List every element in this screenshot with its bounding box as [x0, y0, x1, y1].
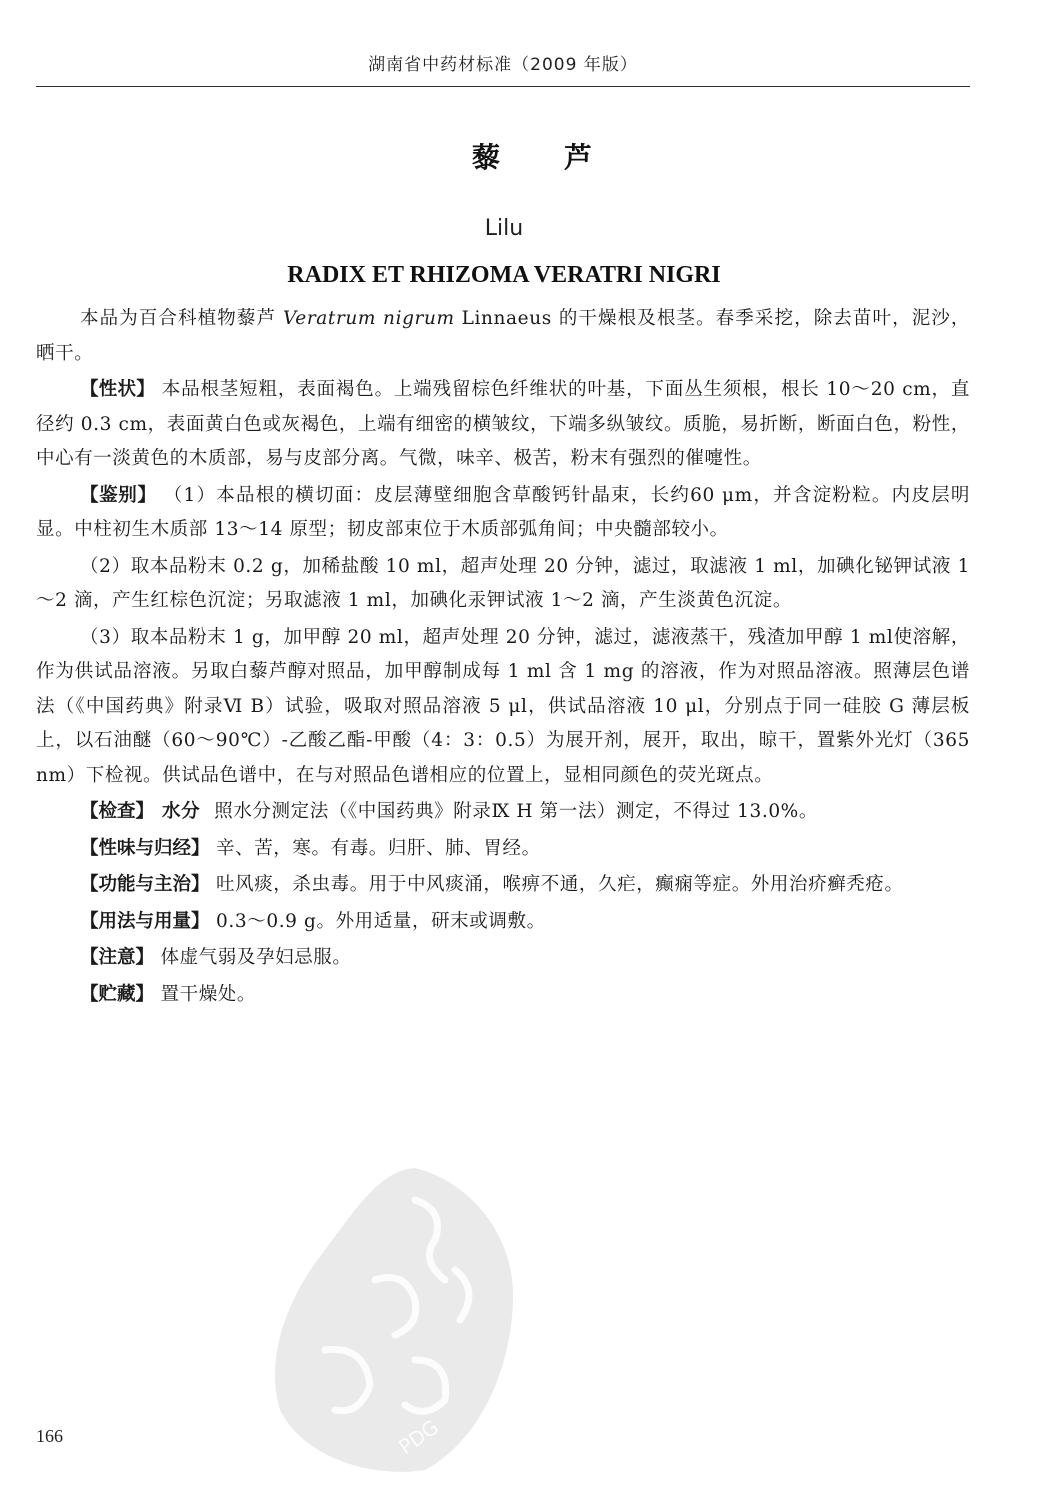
section-text: 体虚气弱及孕妇忌服。 — [160, 947, 352, 968]
section-text: （1）本品根的横切面：皮层薄壁细胞含草酸钙针晶束，长约60 μm，并含淀粉粒。内皮层明显。中柱初生木质部 13～14 原型；韧皮部束位于木质部弧角间；中央髓部较小。 — [36, 484, 971, 540]
latin-name: RADIX ET RHIZOMA VERATRI NIGRI — [287, 262, 721, 288]
section-text: 吐风痰，杀虫毒。用于中风痰涌，喉痹不通，久疟，癫痫等症。外用治疥癣秃疮。 — [216, 874, 904, 895]
intro-paragraph — [36, 302, 970, 371]
section-text: 0.3～0.9 g。外用适量，研末或调敷。 — [216, 910, 546, 932]
section-sublabel: 水分 — [162, 801, 201, 822]
species-name: Veratrum nigrum — [283, 308, 455, 329]
section-properties — [36, 373, 970, 477]
section-label: 【检查】 — [80, 801, 155, 822]
watermark-text: PDG — [394, 1414, 444, 1460]
section-caution — [36, 941, 970, 976]
page-number: 166 — [36, 1426, 63, 1446]
section-text: 照水分测定法（《中国药典》附录Ⅸ H 第一法）测定，不得过 13.0%。 — [214, 801, 818, 822]
section-label: 【鉴别】 — [80, 484, 157, 506]
section-text: 辛、苦，寒。有毒。归肝、肺、胃经。 — [216, 837, 541, 859]
section-label: 【贮藏】 — [80, 983, 155, 1005]
section-identification-3: （3）取本品粉末 1 g，加甲醇 20 ml，超声处理 20 分钟，滤过，滤液蒸干，残渣加甲醇 1 ml使溶解，作为供试品溶液。另取白藜芦醇对照品，加甲醇制成每 1 ml 含 1 mg 的溶液，作为对照品溶液。照薄层色谱法（《中国药典》附录Ⅵ B）试验，吸取对照品溶液 5 μl，供试品溶液 10 μl，分别点于同一硅胶 G 薄层板上，以石油醚（60～90℃）-乙酸乙酯-甲酸（4：3：0.5）为展开剂，展开，取出，晾干，置紫外光灯（365 nm）下检视。供试品色谱中，在与对照品色谱相应的位置上，显相同颜色的荧光斑点。 — [36, 626, 970, 786]
section-text: 置干燥处。 — [160, 983, 257, 1005]
section-label: 【用法与用量】 — [80, 910, 210, 932]
section-usage — [36, 905, 970, 940]
intro-text-pre: 本品为百合科植物藜芦 — [80, 308, 284, 329]
section-label: 【功能与主治】 — [80, 874, 210, 895]
section-label: 【性状】 — [80, 379, 156, 400]
section-nature — [36, 832, 970, 867]
section-identification-1 — [36, 479, 970, 548]
section-label: 【性味与归经】 — [80, 837, 210, 859]
page-title: 藜芦 — [471, 141, 656, 174]
section-identification-2: （2）取本品粉末 0.2 g，加稀盐酸 10 ml，超声处理 20 分钟，滤过，取滤液 1 ml，加碘化铋钾试液 1～2 滴，产生红棕色沉淀；另取滤液 1 ml，加碘化汞钾试液 1～2 滴，产生淡黄色沉淀。 — [36, 555, 970, 611]
monograph-body — [36, 302, 970, 1014]
intro-text-post: Linnaeus 的干燥根及根茎。春季采挖，除去苗叶，泥沙，晒干。 — [36, 308, 971, 364]
section-text: 本品根茎短粗，表面褐色。上端残留棕色纤维状的叶基，下面丛生须根，根长 10～20 cm，直径约 0.3 cm，表面黄白色或灰褐色，上端有细密的横皱纹，下端多纵皱纹。质脆，易折断，断面白色，粉性，中心有一淡黄色的木质部，易与皮部分离。气微，味辛、极苦，粉末有强烈的催嚏性。 — [36, 379, 970, 469]
section-function — [36, 868, 970, 903]
pinyin-name: Lilu — [484, 216, 524, 241]
section-label: 【注意】 — [80, 947, 155, 968]
section-inspection — [36, 795, 970, 830]
pdg-watermark-seal — [265, 1160, 525, 1480]
section-storage — [36, 978, 970, 1013]
running-header: 湖南省中药材标准（2009 年版） — [368, 55, 638, 75]
header-divider — [36, 86, 970, 87]
